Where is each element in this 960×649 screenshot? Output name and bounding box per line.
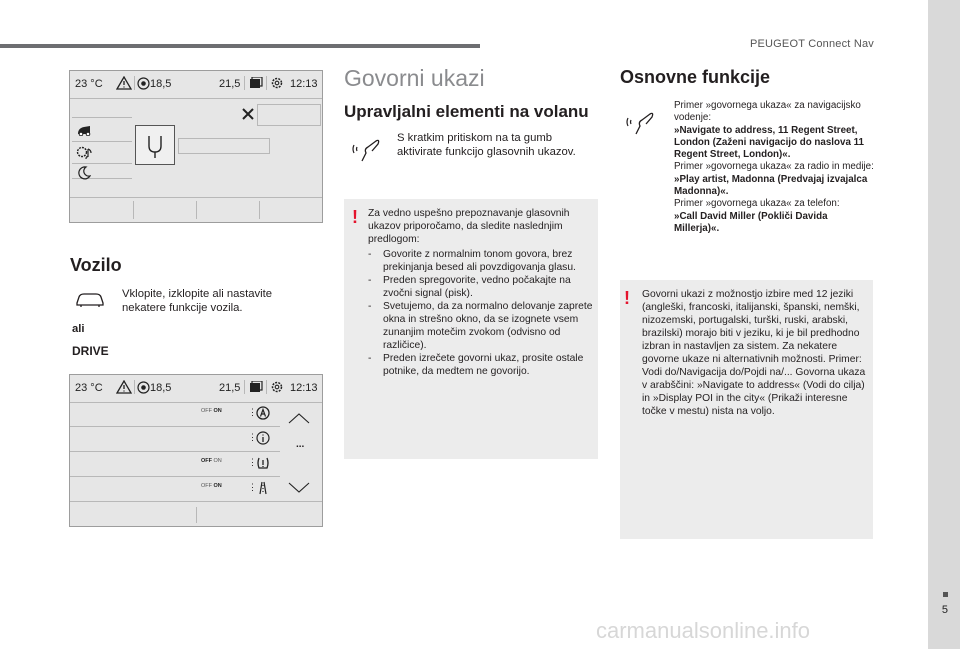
section-title-govorni: Govorni ukazi: [344, 65, 485, 91]
voice-tips-list: [368, 248, 593, 378]
row-menu-icon[interactable]: ⋮: [248, 457, 257, 467]
lane-assist-icon[interactable]: [256, 406, 270, 425]
road-icon[interactable]: [256, 481, 270, 500]
language-note-text: Govorni ukazi z možnostjo izbire med 12 jeziki (angleški, francoski, italijanski, španski, nemški, nizozemski, portugalski, turški, ruski, arabski, brazilski) morajo biti v jeziku, ki je bil predhodno izbran in nastavljen za sistem. Za nekatere govorne ukaze ni alternativnih možnosti. Primer: Vodi do/Navigacija do/Pojdi na/... Govorna ukaza v arabščini: »Navigate to address« (Vodi do cilja) in »Display POI in the city« (Prikaži interesne točke v mestu) nista na voljo.: [642, 289, 866, 417]
warning-mark-icon: !: [352, 207, 358, 227]
voice-settings-icon[interactable]: [76, 145, 94, 166]
list-item: - Svetujemo, da za normalno delovanje zaprete okna in strešno okno, da se izognete vsem zunanjim motečim zvokom (odvisno od različice).: [368, 300, 593, 352]
clock: 12:13: [290, 382, 318, 394]
navigation-icon: [137, 381, 150, 397]
outside-temp: 23 °C: [75, 382, 103, 394]
list-item: - Preden izrečete govorni ukaz, prosite ostale potnike, da medtem ne govorijo.: [368, 352, 593, 378]
list-item: - Govorite z normalnim tonom govora, brez prekinjanja besed ali povzdigovanja glasu.: [368, 248, 593, 274]
voice-tips-note: [344, 199, 598, 459]
example-media-label: Primer »govornega ukaza« za radio in medije:: [674, 161, 874, 173]
driver-profile-button[interactable]: [135, 125, 175, 165]
list-item: - Preden spregovorite, vedno počakajte na zvočni signal (pisk).: [368, 274, 593, 300]
settings-icon[interactable]: [270, 76, 284, 93]
header-rule: [0, 44, 480, 48]
row-menu-icon[interactable]: ⋮: [248, 432, 257, 442]
example-phone-label: Primer »govornega ukaza« za telefon:: [674, 198, 840, 210]
settings-icon[interactable]: [270, 380, 284, 397]
subtitle-steering-controls: Upravljalni elementi na volanu: [344, 102, 589, 121]
warning-icon: [116, 380, 132, 397]
voice-tips-intro: Za vedno uspešno prepoznavanje glasovnih ukazov priporočamo, da sledite naslednjim predlogom:: [368, 208, 570, 245]
profile-field: [178, 138, 270, 154]
section-title-osnovne: Osnovne funkcije: [620, 67, 771, 87]
watermark: carmanualsonline.info: [596, 618, 811, 643]
right-temp: 21,5: [219, 78, 241, 90]
tyre-warning-icon[interactable]: [256, 456, 270, 475]
outside-temp: 23 °C: [75, 78, 103, 90]
toggle-off-on[interactable]: OFF ON: [201, 483, 222, 489]
right-temp: 21,5: [219, 382, 241, 394]
brand-label: PEUGEOT Connect Nav: [749, 38, 874, 50]
row-menu-icon[interactable]: ⋮: [248, 407, 257, 417]
more-label[interactable]: ...: [296, 439, 305, 450]
chevron-down-icon[interactable]: [287, 481, 311, 499]
example-media-command: »Play artist, Madonna (Predvajaj izvajalca Madonna)«.: [674, 173, 868, 198]
page-number: 5: [941, 604, 948, 616]
clock: 12:13: [290, 78, 318, 90]
row-menu-icon[interactable]: ⋮: [248, 482, 257, 492]
night-mode-icon[interactable]: [77, 166, 91, 185]
close-icon[interactable]: [242, 107, 254, 125]
info-icon[interactable]: [256, 431, 270, 450]
car-icon: [75, 290, 105, 313]
or-label: ali: [72, 323, 85, 335]
phone-icon: [249, 381, 263, 396]
voice-command-icon: [350, 135, 384, 168]
phone-icon: [249, 77, 263, 92]
toggle-off-on[interactable]: OFF ON: [201, 458, 222, 464]
vozilo-description: Vklopite, izklopite ali nastavite nekatere funkcije vozila.: [122, 288, 273, 314]
drive-label: DRIVE: [72, 344, 109, 358]
page-marker: [943, 592, 948, 597]
car-settings-icon[interactable]: [76, 122, 92, 141]
section-title-vozilo: Vozilo: [70, 255, 122, 275]
page-edge-bar: [928, 0, 960, 649]
example-phone-command: »Call David Miller (Pokliči Davida Millerja)«.: [674, 210, 828, 234]
chevron-up-icon[interactable]: [287, 411, 311, 429]
warning-icon: [116, 76, 132, 93]
status-bar: [70, 375, 322, 401]
warning-mark-icon: !: [624, 288, 630, 308]
language-note: [620, 280, 873, 539]
toggle-off-on[interactable]: OFF ON: [201, 408, 222, 414]
voice-command-icon: [624, 108, 658, 141]
status-bar: [70, 71, 322, 97]
example-nav-label: Primer »govornega ukaza« za navigacijsko vodenje:: [674, 100, 861, 124]
left-temp: 18,5: [150, 382, 172, 394]
navigation-icon: [137, 77, 150, 93]
close-field[interactable]: [257, 104, 321, 126]
screen-vehicle-menu: [69, 70, 323, 223]
voice-intro: S kratkim pritiskom na ta gumb aktivirate funkcijo glasovnih ukazov.: [397, 132, 576, 158]
example-nav-command: »Navigate to address, 11 Regent Street, London (Zaženi navigacijo do naslova 11 Regent Street, London)«.: [674, 124, 864, 161]
voice-examples: [674, 100, 874, 235]
left-temp: 18,5: [150, 78, 172, 90]
screen-vehicle-functions: [69, 374, 323, 527]
